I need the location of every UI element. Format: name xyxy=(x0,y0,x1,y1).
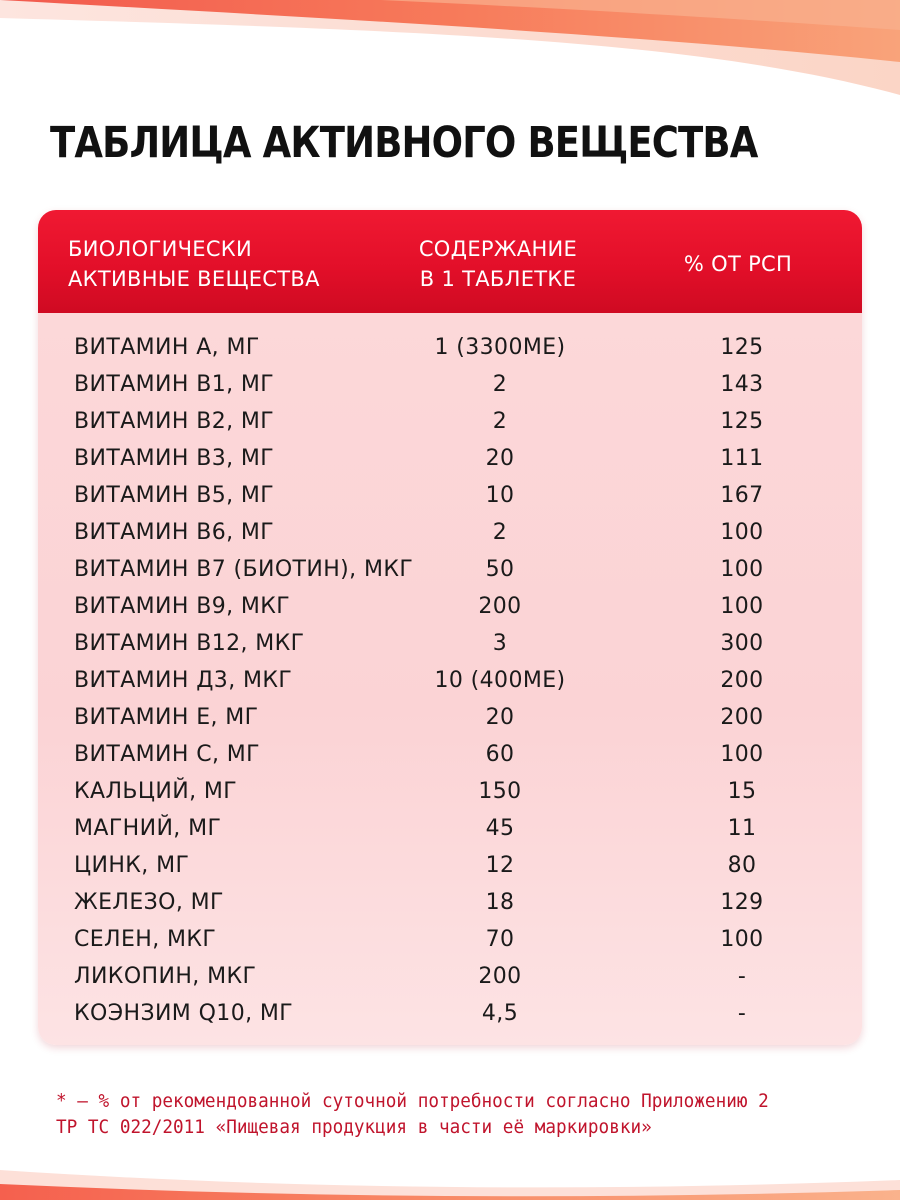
substance-rsp-percent: 200 xyxy=(720,668,764,693)
table-row xyxy=(38,958,862,995)
substance-amount: 20 xyxy=(485,705,515,730)
substance-rsp-percent: 300 xyxy=(720,631,764,656)
substance-rsp-percent: 15 xyxy=(727,779,757,804)
substance-name: ЛИКОПИН, МКГ xyxy=(74,964,257,989)
substance-name: КАЛЬЦИЙ, МГ xyxy=(74,779,238,804)
table-row xyxy=(38,477,862,514)
substance-amount: 10 (400МЕ) xyxy=(434,668,566,693)
substance-name: ВИТАМИН В12, МКГ xyxy=(74,631,305,656)
substance-rsp-percent: 100 xyxy=(720,594,764,619)
table-row xyxy=(38,699,862,736)
substance-amount: 2 xyxy=(492,520,508,545)
substance-amount: 150 xyxy=(478,779,522,804)
substance-rsp-percent: 167 xyxy=(720,483,764,508)
substance-amount: 18 xyxy=(485,890,515,915)
table-row xyxy=(38,736,862,773)
footnote-line-2: ТР ТС 022/2011 «Пищевая продукция в части её маркировки» xyxy=(56,1116,652,1138)
substance-amount: 70 xyxy=(485,927,515,952)
table-row xyxy=(38,514,862,551)
substance-rsp-percent: - xyxy=(737,1001,747,1026)
substance-amount: 1 (3300МЕ) xyxy=(434,335,566,360)
substance-name: ВИТАМИН Е, МГ xyxy=(74,705,259,730)
table-row xyxy=(38,773,862,810)
substance-rsp-percent: 129 xyxy=(720,890,764,915)
substance-rsp-percent: 125 xyxy=(720,409,764,434)
top-decorative-wave xyxy=(0,0,900,110)
substance-name: ВИТАМИН В6, МГ xyxy=(74,520,275,545)
substance-name: ВИТАМИН Д3, МКГ xyxy=(74,668,293,693)
substance-name: ВИТАМИН А, МГ xyxy=(74,335,260,360)
substance-name: ВИТАМИН В7 (БИОТИН), МКГ xyxy=(74,557,414,582)
substance-amount: 50 xyxy=(485,557,515,582)
bottom-decorative-wave xyxy=(0,1140,900,1200)
substance-amount: 20 xyxy=(485,446,515,471)
table-row xyxy=(38,662,862,699)
substance-name: ВИТАМИН С, МГ xyxy=(74,742,260,767)
substance-amount: 3 xyxy=(492,631,508,656)
table-row xyxy=(38,329,862,366)
substance-rsp-percent: 100 xyxy=(720,742,764,767)
header-substance: БИОЛОГИЧЕСКИ АКТИВНЫЕ ВЕЩЕСТВА xyxy=(68,237,320,291)
substance-name: ВИТАМИН В9, МКГ xyxy=(74,594,291,619)
table-row xyxy=(38,921,862,958)
header-rsp-percent: % ОТ РСП xyxy=(683,252,793,276)
table-row xyxy=(38,810,862,847)
footnote-line-1: * – % от рекомендованной суточной потребности согласно Приложению 2 xyxy=(56,1090,769,1112)
table-header xyxy=(38,210,862,313)
table-row xyxy=(38,884,862,921)
substance-amount: 2 xyxy=(492,409,508,434)
substance-amount: 12 xyxy=(485,853,515,878)
substance-name: ВИТАМИН В3, МГ xyxy=(74,446,275,471)
substance-name: ЖЕЛЕЗО, МГ xyxy=(74,890,224,915)
substance-rsp-percent: 100 xyxy=(720,520,764,545)
table-row xyxy=(38,625,862,662)
substance-rsp-percent: 80 xyxy=(727,853,757,878)
substance-rsp-percent: 125 xyxy=(720,335,764,360)
nutrient-table xyxy=(38,210,862,1045)
substance-rsp-percent: 11 xyxy=(727,816,757,841)
substance-amount: 60 xyxy=(485,742,515,767)
substance-name: МАГНИЙ, МГ xyxy=(74,816,222,841)
table-row xyxy=(38,588,862,625)
substance-rsp-percent: 143 xyxy=(720,372,764,397)
substance-name: СЕЛЕН, МКГ xyxy=(74,927,217,952)
substance-name: КОЭНЗИМ Q10, МГ xyxy=(74,1001,294,1026)
substance-name: ВИТАМИН В2, МГ xyxy=(74,409,275,434)
table-row xyxy=(38,403,862,440)
substance-amount: 45 xyxy=(485,816,515,841)
table-row xyxy=(38,366,862,403)
page-title: ТАБЛИЦА АКТИВНОГО ВЕЩЕСТВА xyxy=(50,118,758,168)
substance-name: ВИТАМИН В5, МГ xyxy=(74,483,275,508)
header-content: СОДЕРЖАНИЕ В 1 ТАБЛЕТКЕ xyxy=(418,237,578,291)
substance-amount: 10 xyxy=(485,483,515,508)
substance-rsp-percent: 200 xyxy=(720,705,764,730)
substance-name: ВИТАМИН В1, МГ xyxy=(74,372,275,397)
substance-amount: 200 xyxy=(478,594,522,619)
substance-rsp-percent: 100 xyxy=(720,927,764,952)
table-row xyxy=(38,440,862,477)
table-row xyxy=(38,551,862,588)
substance-rsp-percent: 100 xyxy=(720,557,764,582)
substance-name: ЦИНК, МГ xyxy=(74,853,190,878)
table-row xyxy=(38,847,862,884)
substance-amount: 4,5 xyxy=(481,1001,519,1026)
substance-rsp-percent: 111 xyxy=(720,446,764,471)
substance-amount: 2 xyxy=(492,372,508,397)
table-row xyxy=(38,995,862,1032)
substance-amount: 200 xyxy=(478,964,522,989)
substance-rsp-percent: - xyxy=(737,964,747,989)
footnote xyxy=(56,1088,819,1140)
